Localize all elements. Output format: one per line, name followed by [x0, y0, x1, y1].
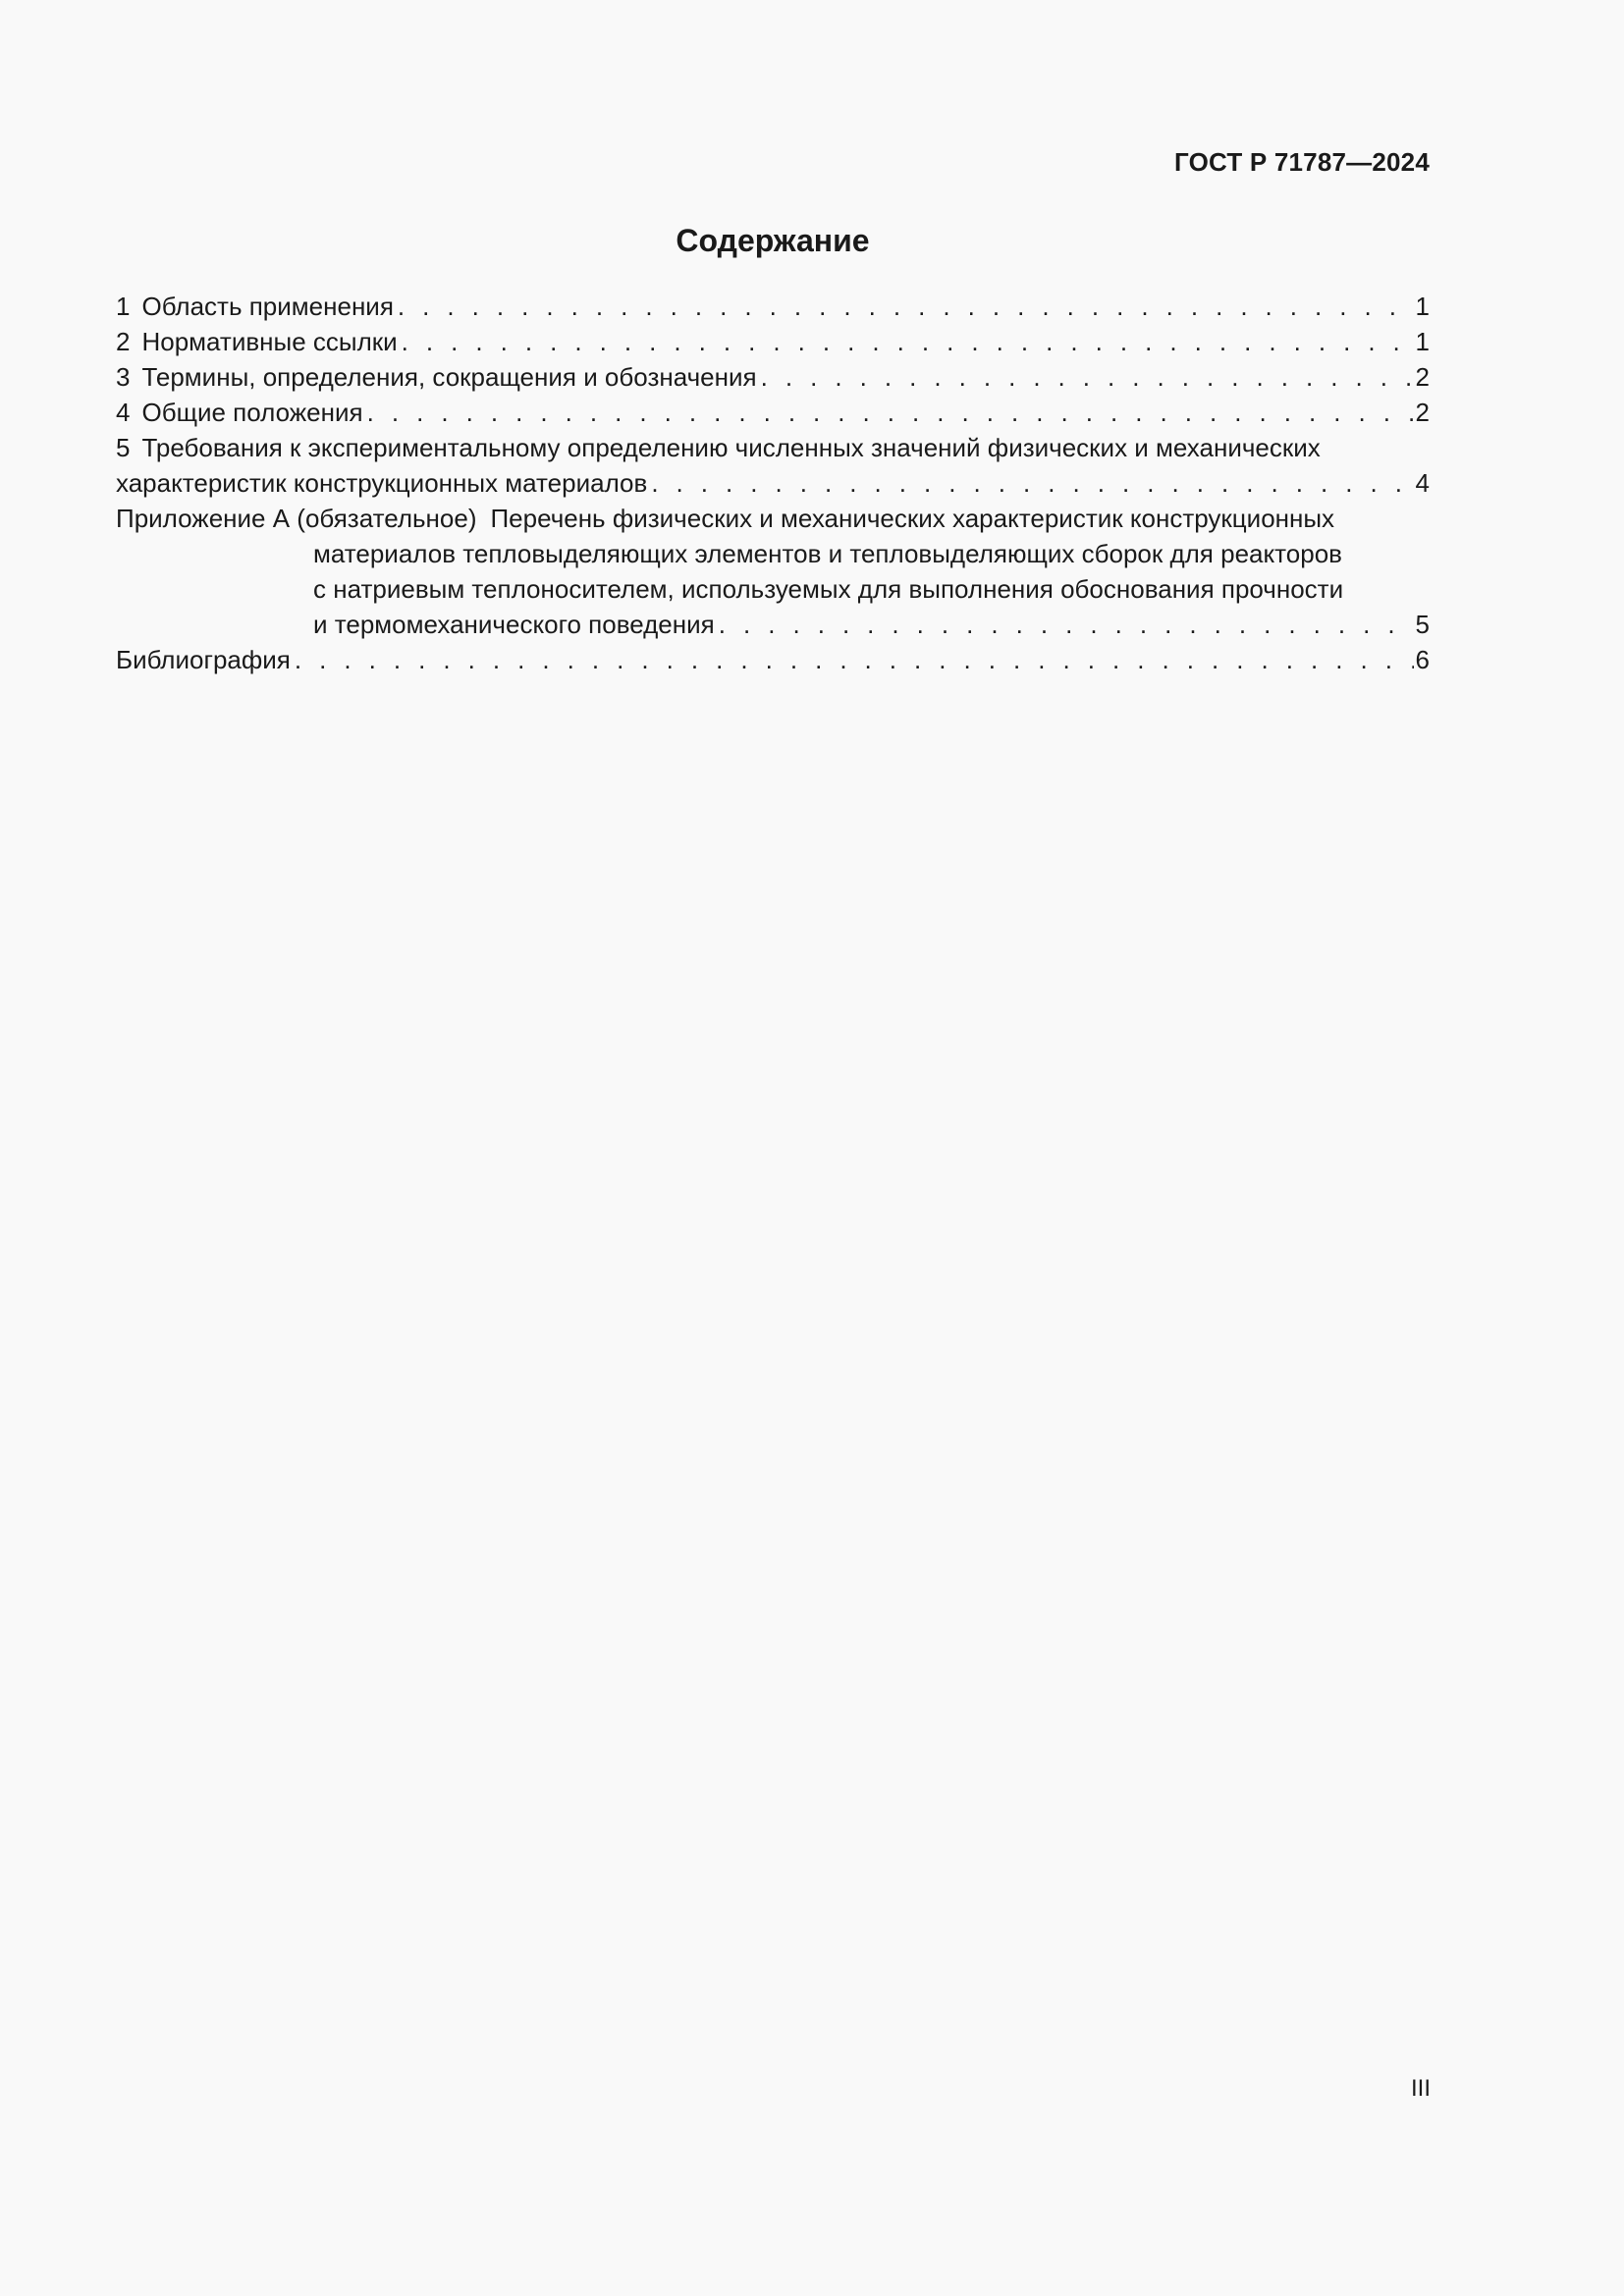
toc-entry-page: 6 [1415, 645, 1430, 674]
toc-entry-number: 1 [116, 292, 131, 321]
toc-entry-text-line-2: характеристик конструкционных материалов [116, 468, 648, 498]
toc-entry-number: 4 [116, 398, 131, 427]
toc-entry-4[interactable] [116, 395, 1430, 430]
toc-entry-text-line-1: Требования к экспериментальному определению численных значений физических и механических [141, 433, 1321, 462]
appendix-title-line-1: Перечень физических и механических характеристик конструкционных [490, 504, 1335, 533]
toc-entry-number: 3 [116, 362, 131, 392]
dot-leader [761, 359, 1414, 395]
toc-entry-1[interactable] [116, 289, 1430, 324]
toc-entry-2[interactable] [116, 324, 1430, 359]
toc-entry-appendix-a[interactable] [116, 501, 1430, 642]
toc-entry-page: 1 [1415, 327, 1430, 356]
toc-entry-text: Нормативные ссылки [141, 327, 398, 356]
toc-entry-page: 2 [1415, 398, 1430, 427]
table-of-contents [116, 289, 1430, 677]
dot-leader [719, 607, 1414, 642]
toc-title: Содержание [676, 223, 870, 258]
toc-entry-text: Область применения [141, 292, 394, 321]
toc-entry-page: 5 [1415, 610, 1430, 639]
toc-entry-page: 1 [1415, 292, 1430, 321]
toc-entry-bibliography[interactable] [116, 642, 1430, 677]
appendix-title-line-3: с натриевым теплоносителем, используемых для выполнения обоснования прочности [313, 574, 1344, 604]
toc-entry-number: 2 [116, 327, 131, 356]
dot-leader [367, 395, 1414, 430]
dot-leader [402, 324, 1414, 359]
toc-entry-page: 2 [1415, 362, 1430, 392]
dot-leader [295, 642, 1414, 677]
appendix-title-line-4: и термомеханического поведения [313, 610, 715, 639]
appendix-label: Приложение А (обязательное) [116, 504, 477, 533]
page-number: III [1410, 2075, 1431, 2102]
toc-entry-3[interactable] [116, 359, 1430, 395]
dot-leader [398, 289, 1414, 324]
document-code: ГОСТ Р 71787—2024 [1174, 147, 1430, 177]
toc-entry-text: Библиография [116, 645, 291, 674]
toc-entry-text: Термины, определения, сокращения и обозначения [141, 362, 757, 392]
dot-leader [651, 465, 1413, 501]
toc-entry-text: Общие положения [141, 398, 363, 427]
toc-entry-5[interactable] [116, 430, 1430, 501]
toc-entry-page: 4 [1415, 468, 1430, 498]
toc-entry-number: 5 [116, 433, 131, 462]
appendix-title-line-2: материалов тепловыделяющих элементов и тепловыделяющих сборок для реакторов [313, 539, 1342, 568]
